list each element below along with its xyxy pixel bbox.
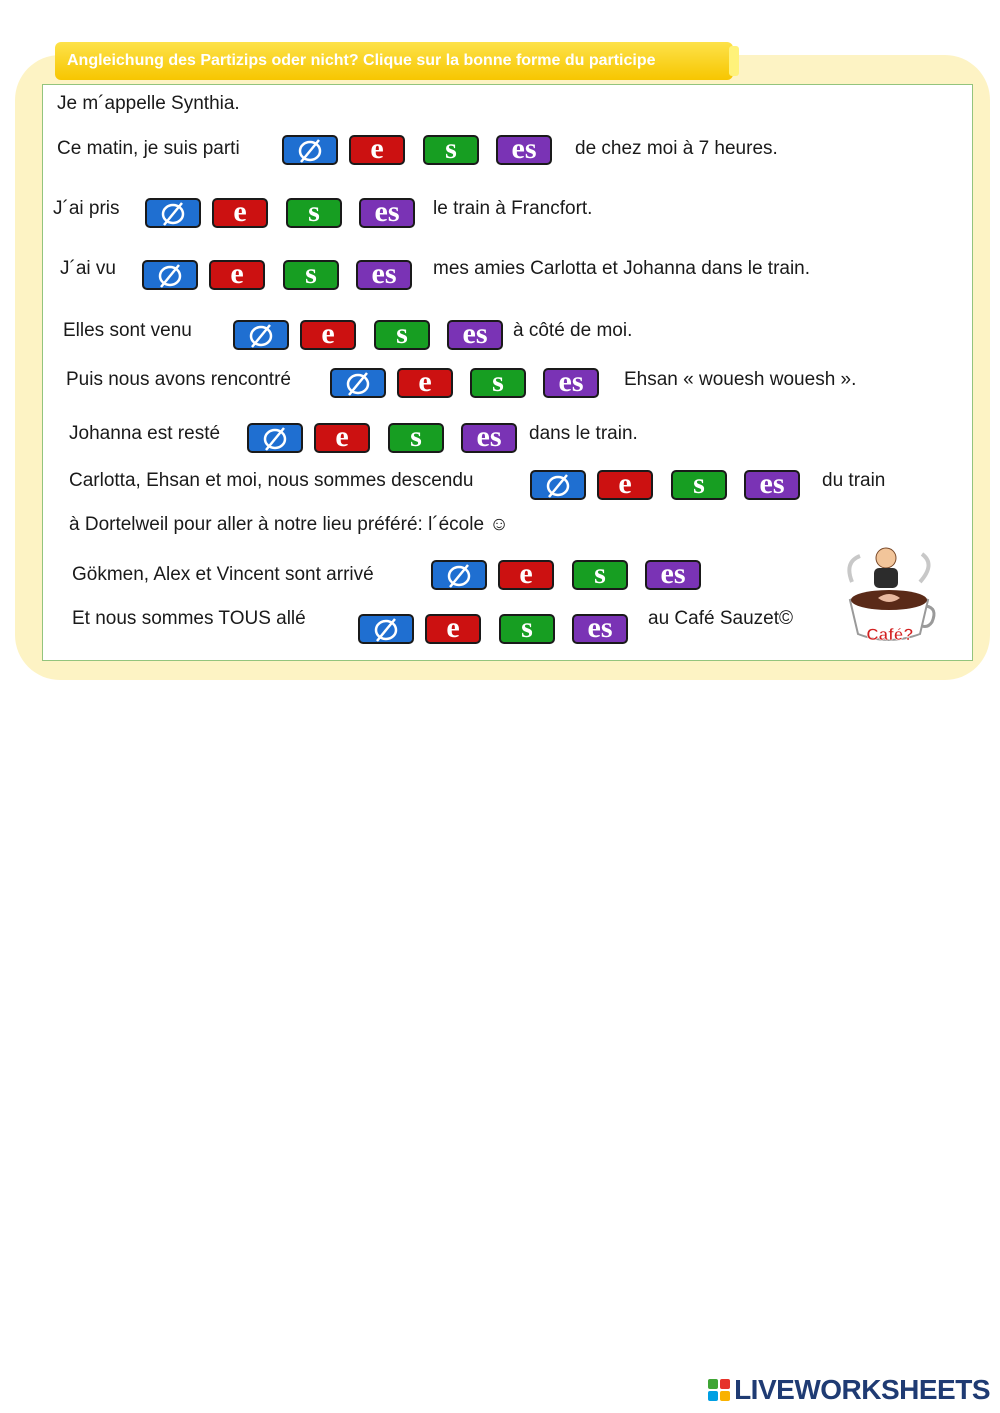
- option-e-button[interactable]: e: [314, 423, 370, 453]
- option-e-button[interactable]: e: [597, 470, 653, 500]
- option-es-button[interactable]: es: [356, 260, 412, 290]
- empty-set-icon: [543, 474, 573, 498]
- brand-name: LIVEWORKSHEETS: [734, 1374, 990, 1405]
- sentence-2-start: Ce matin, je suis parti: [57, 138, 240, 159]
- option-s-button[interactable]: s: [423, 135, 479, 165]
- sentence-5-end: à côté de moi.: [513, 320, 633, 341]
- sentence-5-start: Elles sont venu: [63, 320, 192, 341]
- sentence-6-start: Puis nous avons rencontré: [66, 369, 291, 390]
- empty-set-icon: [246, 324, 276, 348]
- option-null-button[interactable]: [247, 423, 303, 453]
- cafe-label: Café?: [866, 625, 914, 644]
- sentence-8-end: du train: [822, 470, 886, 491]
- option-e-button[interactable]: e: [212, 198, 268, 228]
- cafe-cup-illustration: [840, 542, 940, 648]
- empty-set-icon: [444, 564, 474, 588]
- empty-set-icon: [158, 202, 188, 226]
- option-s-button[interactable]: s: [283, 260, 339, 290]
- option-es-button[interactable]: es: [572, 614, 628, 644]
- option-null-button[interactable]: [530, 470, 586, 500]
- option-e-button[interactable]: e: [349, 135, 405, 165]
- empty-set-icon: [343, 372, 373, 396]
- option-s-button[interactable]: s: [470, 368, 526, 398]
- sentence-10-start: Et nous sommes TOUS allé: [72, 608, 306, 629]
- option-null-button[interactable]: [330, 368, 386, 398]
- sentence-7-end: dans le train.: [529, 423, 638, 444]
- option-es-button[interactable]: es: [359, 198, 415, 228]
- sentence-1: Je m´appelle Synthia.: [57, 93, 240, 114]
- option-s-button[interactable]: s: [374, 320, 430, 350]
- sentence-4-end: mes amies Carlotta et Johanna dans le train.: [433, 258, 811, 279]
- sentence-3-end: le train à Francfort.: [433, 198, 593, 219]
- option-s-button[interactable]: s: [671, 470, 727, 500]
- option-e-button[interactable]: e: [300, 320, 356, 350]
- liveworksheets-logo: [708, 1375, 990, 1405]
- option-s-button[interactable]: s: [572, 560, 628, 590]
- sentence-9-start: Gökmen, Alex et Vincent sont arrivé: [72, 564, 374, 585]
- option-es-button[interactable]: es: [744, 470, 800, 500]
- option-e-button[interactable]: e: [209, 260, 265, 290]
- sentence-8-continued: à Dortelweil pour aller à notre lieu préféré: l´école ☺: [69, 514, 509, 535]
- empty-set-icon: [155, 264, 185, 288]
- option-e-button[interactable]: e: [425, 614, 481, 644]
- option-es-button[interactable]: es: [496, 135, 552, 165]
- sentence-4-start: J´ai vu: [60, 258, 116, 279]
- option-s-button[interactable]: s: [499, 614, 555, 644]
- worksheet-title: Angleichung des Partizips oder nicht? Clique sur la bonne forme du participe: [55, 42, 733, 80]
- sentence-2-end: de chez moi à 7 heures.: [575, 138, 778, 159]
- option-null-button[interactable]: [145, 198, 201, 228]
- empty-set-icon: [371, 618, 401, 642]
- sentence-6-end: Ehsan « wouesh wouesh ».: [624, 369, 857, 390]
- sentence-3-start: J´ai pris: [53, 198, 120, 219]
- option-es-button[interactable]: es: [543, 368, 599, 398]
- option-null-button[interactable]: [233, 320, 289, 350]
- option-null-button[interactable]: [358, 614, 414, 644]
- sentence-8-start: Carlotta, Ehsan et moi, nous sommes descendu: [69, 470, 474, 491]
- sentence-10-end: au Café Sauzet©: [648, 608, 793, 629]
- logo-squares-icon: [708, 1379, 730, 1401]
- option-s-button[interactable]: s: [388, 423, 444, 453]
- option-e-button[interactable]: e: [397, 368, 453, 398]
- option-null-button[interactable]: [431, 560, 487, 590]
- empty-set-icon: [260, 427, 290, 451]
- option-es-button[interactable]: es: [447, 320, 503, 350]
- option-es-button[interactable]: es: [461, 423, 517, 453]
- option-null-button[interactable]: [142, 260, 198, 290]
- empty-set-icon: [295, 139, 325, 163]
- option-es-button[interactable]: es: [645, 560, 701, 590]
- sentence-7-start: Johanna est resté: [69, 423, 221, 444]
- option-s-button[interactable]: s: [286, 198, 342, 228]
- option-e-button[interactable]: e: [498, 560, 554, 590]
- option-null-button[interactable]: [282, 135, 338, 165]
